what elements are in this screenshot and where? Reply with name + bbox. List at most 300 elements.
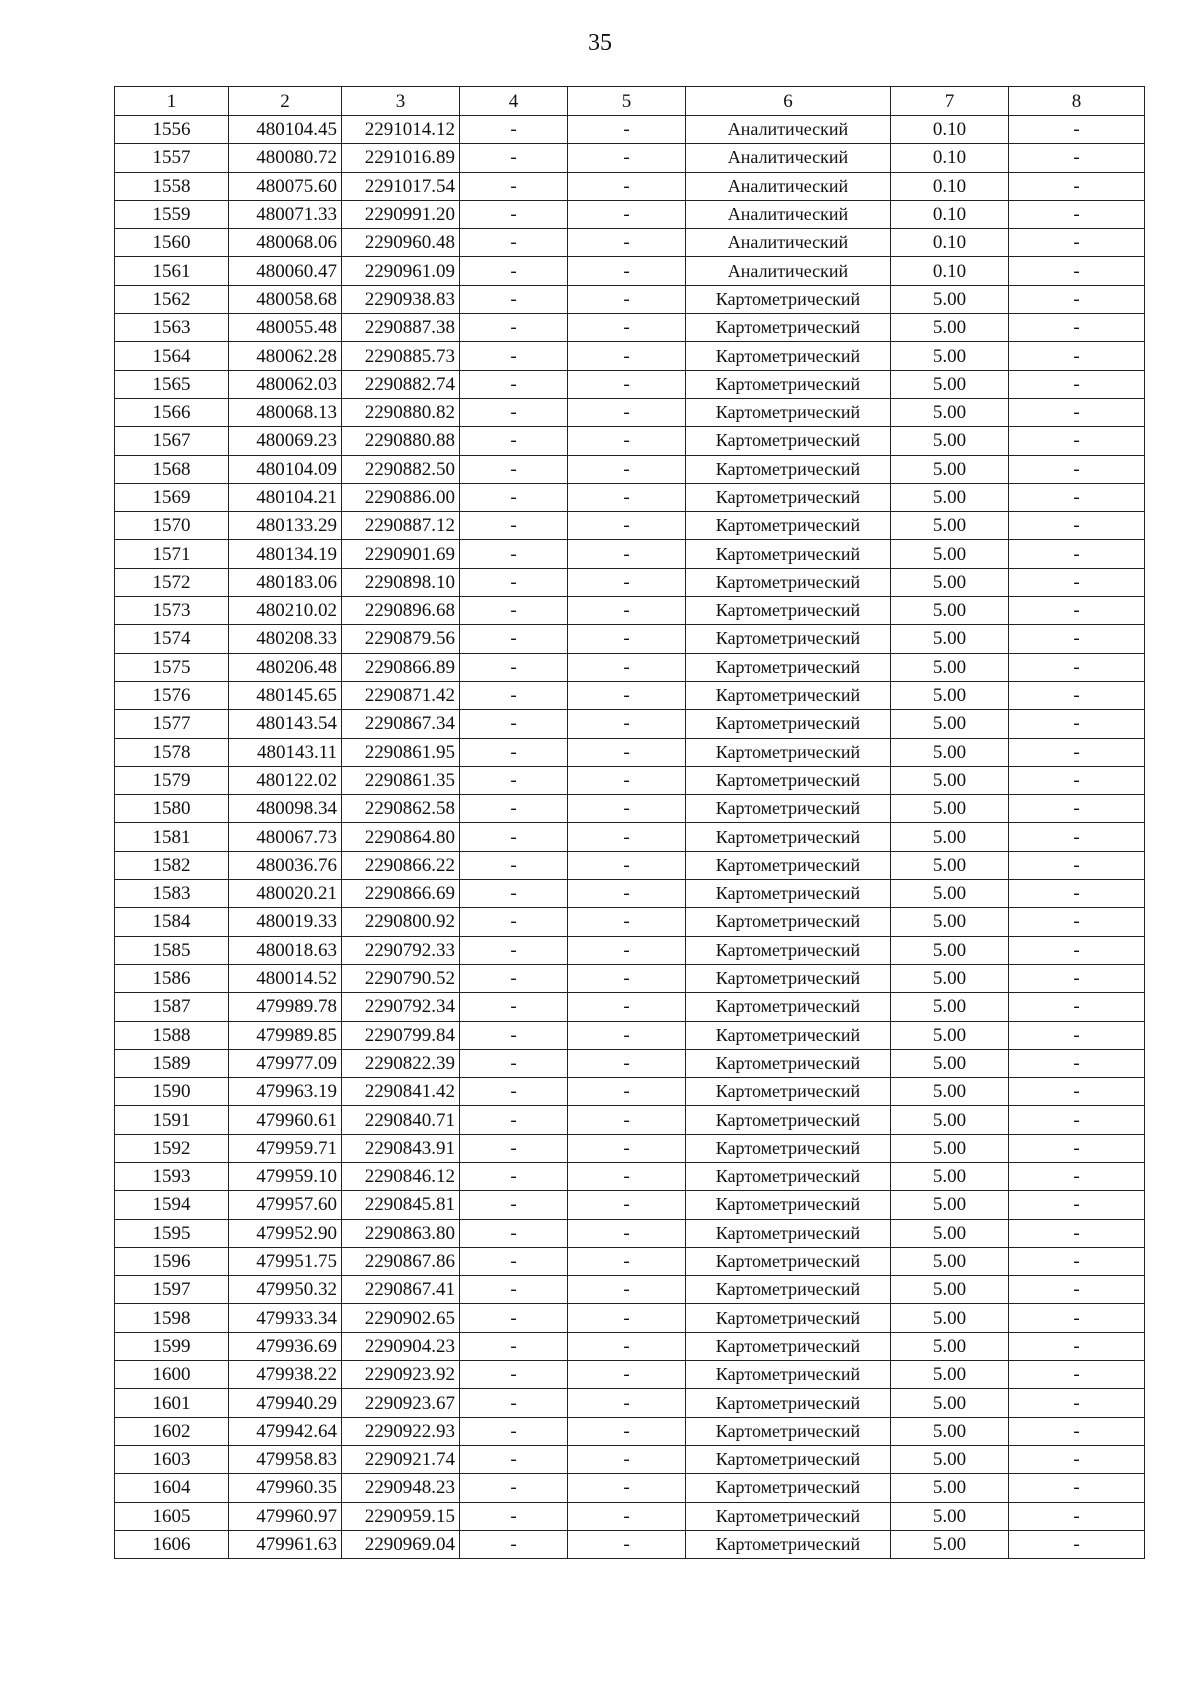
table-cell-col2: 479942.64 [229, 1417, 342, 1445]
page-number: 35 [588, 30, 612, 56]
table-cell-col1: 1563 [115, 314, 229, 342]
table-cell-col2: 479959.10 [229, 1162, 342, 1190]
table-cell-col6: Картометрический [686, 342, 891, 370]
table-cell-col4: - [460, 1078, 568, 1106]
table-cell-col3: 2290961.09 [342, 257, 460, 285]
table-cell-col1: 1558 [115, 172, 229, 200]
table-cell-col1: 1581 [115, 823, 229, 851]
table-cell-col5: - [568, 1191, 686, 1219]
table-cell-col3: 2290867.41 [342, 1276, 460, 1304]
table-cell-col3: 2290879.56 [342, 625, 460, 653]
table-cell-col8: - [1009, 766, 1145, 794]
table-cell-col6: Картометрический [686, 398, 891, 426]
table-cell-col1: 1588 [115, 1021, 229, 1049]
table-row [115, 172, 1145, 200]
table-cell-col1: 1595 [115, 1219, 229, 1247]
table-cell-col8: - [1009, 427, 1145, 455]
table-cell-col8: - [1009, 880, 1145, 908]
table-cell-col4: - [460, 1304, 568, 1332]
table-cell-col5: - [568, 398, 686, 426]
table-cell-col1: 1572 [115, 568, 229, 596]
table-cell-col8: - [1009, 1162, 1145, 1190]
table-cell-col4: - [460, 597, 568, 625]
table-cell-col8: - [1009, 795, 1145, 823]
table-cell-col7: 5.00 [891, 1106, 1009, 1134]
table-cell-col4: - [460, 625, 568, 653]
table-cell-col2: 479952.90 [229, 1219, 342, 1247]
table-cell-col3: 2290800.92 [342, 908, 460, 936]
table-cell-col8: - [1009, 1474, 1145, 1502]
table-cell-col6: Картометрический [686, 1191, 891, 1219]
table-cell-col3: 2290792.34 [342, 993, 460, 1021]
table-cell-col7: 0.10 [891, 172, 1009, 200]
table-cell-col5: - [568, 681, 686, 709]
table-cell-col1: 1564 [115, 342, 229, 370]
table-cell-col2: 480104.21 [229, 483, 342, 511]
table-cell-col4: - [460, 229, 568, 257]
table-cell-col7: 0.10 [891, 257, 1009, 285]
table-cell-col1: 1577 [115, 710, 229, 738]
table-cell-col1: 1565 [115, 370, 229, 398]
table-cell-col3: 2290882.50 [342, 455, 460, 483]
table-cell-col1: 1586 [115, 964, 229, 992]
table-cell-col3: 2290969.04 [342, 1530, 460, 1558]
table-cell-col8: - [1009, 851, 1145, 879]
table-cell-col2: 480206.48 [229, 653, 342, 681]
table-cell-col1: 1600 [115, 1361, 229, 1389]
table-cell-col6: Картометрический [686, 1474, 891, 1502]
table-cell-col1: 1582 [115, 851, 229, 879]
table-cell-col5: - [568, 710, 686, 738]
table-cell-col8: - [1009, 681, 1145, 709]
table-cell-col5: - [568, 1304, 686, 1332]
table-cell-col7: 5.00 [891, 455, 1009, 483]
table-cell-col6: Картометрический [686, 1389, 891, 1417]
table-cell-col6: Картометрический [686, 1247, 891, 1275]
table-cell-col5: - [568, 936, 686, 964]
table-cell-col8: - [1009, 1530, 1145, 1558]
table-cell-col8: - [1009, 1106, 1145, 1134]
table-cell-col5: - [568, 625, 686, 653]
table-cell-col4: - [460, 144, 568, 172]
table-row [115, 936, 1145, 964]
table-cell-col4: - [460, 172, 568, 200]
table-cell-col7: 5.00 [891, 738, 1009, 766]
table-row [115, 568, 1145, 596]
table-cell-col5: - [568, 285, 686, 313]
table-cell-col1: 1567 [115, 427, 229, 455]
table-cell-col3: 2290896.68 [342, 597, 460, 625]
table-cell-col5: - [568, 427, 686, 455]
table-cell-col6: Картометрический [686, 483, 891, 511]
table-cell-col8: - [1009, 370, 1145, 398]
table-cell-col3: 2290887.38 [342, 314, 460, 342]
column-header-2: 2 [229, 87, 342, 116]
table-row [115, 342, 1145, 370]
table-cell-col1: 1606 [115, 1530, 229, 1558]
table-cell-col4: - [460, 1191, 568, 1219]
table-row [115, 993, 1145, 1021]
table-cell-col8: - [1009, 936, 1145, 964]
table-row [115, 1021, 1145, 1049]
table-cell-col2: 480134.19 [229, 540, 342, 568]
table-cell-col4: - [460, 1247, 568, 1275]
table-cell-col7: 5.00 [891, 1361, 1009, 1389]
table-cell-col6: Картометрический [686, 568, 891, 596]
table-cell-col2: 480208.33 [229, 625, 342, 653]
table-cell-col4: - [460, 1219, 568, 1247]
table-cell-col8: - [1009, 229, 1145, 257]
table-row [115, 1361, 1145, 1389]
table-row [115, 200, 1145, 228]
table-cell-col1: 1592 [115, 1134, 229, 1162]
table-cell-col6: Аналитический [686, 144, 891, 172]
table-cell-col2: 480104.09 [229, 455, 342, 483]
table-cell-col4: - [460, 681, 568, 709]
table-cell-col6: Картометрический [686, 795, 891, 823]
table-cell-col8: - [1009, 1502, 1145, 1530]
table-cell-col5: - [568, 370, 686, 398]
table-cell-col4: - [460, 257, 568, 285]
table-cell-col2: 479989.78 [229, 993, 342, 1021]
table-cell-col7: 5.00 [891, 880, 1009, 908]
table-cell-col3: 2290885.73 [342, 342, 460, 370]
table-cell-col1: 1605 [115, 1502, 229, 1530]
table-cell-col6: Картометрический [686, 1021, 891, 1049]
table-cell-col4: - [460, 908, 568, 936]
table-cell-col5: - [568, 172, 686, 200]
table-cell-col4: - [460, 738, 568, 766]
table-cell-col4: - [460, 964, 568, 992]
table-cell-col2: 479989.85 [229, 1021, 342, 1049]
table-cell-col6: Аналитический [686, 172, 891, 200]
table-cell-col3: 2290867.86 [342, 1247, 460, 1275]
table-cell-col4: - [460, 1134, 568, 1162]
table-cell-col2: 480143.54 [229, 710, 342, 738]
table-cell-col4: - [460, 1021, 568, 1049]
table-cell-col5: - [568, 1389, 686, 1417]
table-cell-col2: 480080.72 [229, 144, 342, 172]
table-cell-col3: 2290867.34 [342, 710, 460, 738]
table-cell-col7: 5.00 [891, 625, 1009, 653]
table-cell-col7: 5.00 [891, 710, 1009, 738]
table-row [115, 1049, 1145, 1077]
table-cell-col5: - [568, 455, 686, 483]
table-cell-col5: - [568, 1134, 686, 1162]
table-row [115, 1134, 1145, 1162]
table-cell-col5: - [568, 851, 686, 879]
table-cell-col5: - [568, 1530, 686, 1558]
table-cell-col4: - [460, 427, 568, 455]
table-cell-col7: 5.00 [891, 1445, 1009, 1473]
table-cell-col8: - [1009, 1134, 1145, 1162]
table-cell-col3: 2290822.39 [342, 1049, 460, 1077]
table-cell-col1: 1602 [115, 1417, 229, 1445]
table-cell-col3: 2290880.88 [342, 427, 460, 455]
table-cell-col5: - [568, 342, 686, 370]
table-cell-col8: - [1009, 512, 1145, 540]
table-cell-col5: - [568, 738, 686, 766]
column-header-6: 6 [686, 87, 891, 116]
table-cell-col6: Аналитический [686, 229, 891, 257]
table-cell-col2: 480069.23 [229, 427, 342, 455]
table-row [115, 1389, 1145, 1417]
table-cell-col3: 2290845.81 [342, 1191, 460, 1219]
table-cell-col1: 1594 [115, 1191, 229, 1219]
table-row [115, 738, 1145, 766]
table-cell-col3: 2290904.23 [342, 1332, 460, 1360]
table-cell-col7: 5.00 [891, 1502, 1009, 1530]
table-cell-col7: 5.00 [891, 681, 1009, 709]
table-cell-col2: 479960.61 [229, 1106, 342, 1134]
table-cell-col6: Картометрический [686, 936, 891, 964]
table-cell-col2: 479959.71 [229, 1134, 342, 1162]
table-cell-col3: 2290882.74 [342, 370, 460, 398]
table-cell-col2: 480018.63 [229, 936, 342, 964]
table-cell-col3: 2290960.48 [342, 229, 460, 257]
table-cell-col8: - [1009, 483, 1145, 511]
table-cell-col2: 480020.21 [229, 880, 342, 908]
table-cell-col1: 1590 [115, 1078, 229, 1106]
table-cell-col4: - [460, 540, 568, 568]
table-cell-col4: - [460, 342, 568, 370]
table-cell-col6: Картометрический [686, 1304, 891, 1332]
table-cell-col7: 5.00 [891, 483, 1009, 511]
table-cell-col2: 479951.75 [229, 1247, 342, 1275]
table-cell-col6: Картометрический [686, 597, 891, 625]
table-cell-col2: 480098.34 [229, 795, 342, 823]
table-cell-col4: - [460, 1417, 568, 1445]
table-cell-col5: - [568, 540, 686, 568]
table-cell-col8: - [1009, 597, 1145, 625]
table-cell-col6: Картометрический [686, 681, 891, 709]
table-cell-col5: - [568, 1247, 686, 1275]
table-cell-col7: 5.00 [891, 993, 1009, 1021]
table-cell-col3: 2290991.20 [342, 200, 460, 228]
table-cell-col1: 1584 [115, 908, 229, 936]
table-cell-col2: 479977.09 [229, 1049, 342, 1077]
table-cell-col4: - [460, 1502, 568, 1530]
column-header-4: 4 [460, 87, 568, 116]
table-cell-col1: 1583 [115, 880, 229, 908]
table-cell-col8: - [1009, 568, 1145, 596]
table-row [115, 540, 1145, 568]
coordinates-table [114, 86, 1145, 1559]
table-row [115, 455, 1145, 483]
table-cell-col7: 5.00 [891, 1332, 1009, 1360]
table-cell-col2: 479957.60 [229, 1191, 342, 1219]
table-cell-col8: - [1009, 540, 1145, 568]
table-cell-col6: Картометрический [686, 625, 891, 653]
table-cell-col3: 2290938.83 [342, 285, 460, 313]
table-cell-col4: - [460, 1530, 568, 1558]
table-cell-col7: 5.00 [891, 1162, 1009, 1190]
table-cell-col4: - [460, 795, 568, 823]
table-cell-col3: 2290861.35 [342, 766, 460, 794]
table-cell-col8: - [1009, 144, 1145, 172]
table-cell-col4: - [460, 851, 568, 879]
table-row [115, 370, 1145, 398]
table-cell-col7: 5.00 [891, 398, 1009, 426]
table-cell-col8: - [1009, 993, 1145, 1021]
table-cell-col6: Картометрический [686, 766, 891, 794]
table-cell-col6: Картометрический [686, 1162, 891, 1190]
table-cell-col3: 2290901.69 [342, 540, 460, 568]
table-cell-col5: - [568, 1021, 686, 1049]
table-cell-col1: 1597 [115, 1276, 229, 1304]
table-cell-col3: 2290923.92 [342, 1361, 460, 1389]
table-row [115, 880, 1145, 908]
table-cell-col3: 2290863.80 [342, 1219, 460, 1247]
table-cell-col1: 1559 [115, 200, 229, 228]
table-cell-col2: 479961.63 [229, 1530, 342, 1558]
table-row [115, 1304, 1145, 1332]
table-cell-col1: 1579 [115, 766, 229, 794]
table-cell-col7: 5.00 [891, 795, 1009, 823]
table-cell-col3: 2290866.89 [342, 653, 460, 681]
table-cell-col8: - [1009, 738, 1145, 766]
table-cell-col8: - [1009, 1021, 1145, 1049]
table-cell-col8: - [1009, 342, 1145, 370]
table-cell-col6: Картометрический [686, 455, 891, 483]
table-cell-col6: Аналитический [686, 116, 891, 144]
table-cell-col7: 5.00 [891, 370, 1009, 398]
table-cell-col7: 5.00 [891, 568, 1009, 596]
table-cell-col8: - [1009, 710, 1145, 738]
table-cell-col6: Аналитический [686, 200, 891, 228]
header-row [115, 87, 1145, 116]
table-row [115, 314, 1145, 342]
table-row [115, 144, 1145, 172]
table-cell-col8: - [1009, 1276, 1145, 1304]
table-cell-col5: - [568, 314, 686, 342]
table-cell-col1: 1571 [115, 540, 229, 568]
table-cell-col6: Картометрический [686, 1049, 891, 1077]
table-cell-col6: Картометрический [686, 427, 891, 455]
table-cell-col8: - [1009, 172, 1145, 200]
table-cell-col7: 5.00 [891, 597, 1009, 625]
table-cell-col2: 480014.52 [229, 964, 342, 992]
table-cell-col4: - [460, 116, 568, 144]
table-cell-col3: 2290792.33 [342, 936, 460, 964]
table-cell-col8: - [1009, 398, 1145, 426]
table-cell-col4: - [460, 568, 568, 596]
table-cell-col3: 2290871.42 [342, 681, 460, 709]
table-cell-col2: 480060.47 [229, 257, 342, 285]
table-cell-col5: - [568, 1332, 686, 1360]
table-cell-col1: 1598 [115, 1304, 229, 1332]
table-row [115, 597, 1145, 625]
table-cell-col7: 5.00 [891, 1021, 1009, 1049]
table-cell-col4: - [460, 880, 568, 908]
table-cell-col6: Картометрический [686, 908, 891, 936]
column-header-1: 1 [115, 87, 229, 116]
column-header-8: 8 [1009, 87, 1145, 116]
table-row [115, 257, 1145, 285]
table-cell-col6: Картометрический [686, 1361, 891, 1389]
table-cell-col2: 480055.48 [229, 314, 342, 342]
table-cell-col7: 5.00 [891, 1078, 1009, 1106]
table-cell-col2: 480067.73 [229, 823, 342, 851]
table-cell-col6: Картометрический [686, 314, 891, 342]
table-cell-col7: 5.00 [891, 851, 1009, 879]
table-cell-col7: 5.00 [891, 1049, 1009, 1077]
table-cell-col6: Картометрический [686, 993, 891, 1021]
table-cell-col4: - [460, 1049, 568, 1077]
table-row [115, 1474, 1145, 1502]
table-cell-col1: 1574 [115, 625, 229, 653]
table-cell-col2: 479933.34 [229, 1304, 342, 1332]
table-cell-col7: 5.00 [891, 964, 1009, 992]
table-cell-col5: - [568, 908, 686, 936]
table-cell-col8: - [1009, 200, 1145, 228]
table-cell-col7: 0.10 [891, 144, 1009, 172]
table-row [115, 483, 1145, 511]
table-row [115, 427, 1145, 455]
table-cell-col4: - [460, 1162, 568, 1190]
table-cell-col4: - [460, 314, 568, 342]
table-cell-col8: - [1009, 455, 1145, 483]
table-cell-col7: 5.00 [891, 1134, 1009, 1162]
table-cell-col8: - [1009, 314, 1145, 342]
table-cell-col6: Картометрический [686, 1332, 891, 1360]
table-cell-col6: Картометрический [686, 1078, 891, 1106]
table-cell-col5: - [568, 1106, 686, 1134]
table-cell-col1: 1587 [115, 993, 229, 1021]
table-cell-col3: 2290880.82 [342, 398, 460, 426]
table-cell-col5: - [568, 1361, 686, 1389]
table-row [115, 908, 1145, 936]
table-cell-col2: 479940.29 [229, 1389, 342, 1417]
table-cell-col7: 0.10 [891, 116, 1009, 144]
table-cell-col1: 1560 [115, 229, 229, 257]
table-cell-col2: 479950.32 [229, 1276, 342, 1304]
table-cell-col1: 1589 [115, 1049, 229, 1077]
table-cell-col8: - [1009, 964, 1145, 992]
table-cell-col6: Картометрический [686, 851, 891, 879]
table-cell-col2: 480104.45 [229, 116, 342, 144]
table-cell-col4: - [460, 1445, 568, 1473]
table-row [115, 512, 1145, 540]
table-row [115, 1191, 1145, 1219]
table-row [115, 964, 1145, 992]
table-cell-col2: 479958.83 [229, 1445, 342, 1473]
table-cell-col1: 1570 [115, 512, 229, 540]
table-cell-col2: 480062.28 [229, 342, 342, 370]
table-cell-col8: - [1009, 1332, 1145, 1360]
table-cell-col3: 2290948.23 [342, 1474, 460, 1502]
table-cell-col3: 2290841.42 [342, 1078, 460, 1106]
table-cell-col5: - [568, 795, 686, 823]
table-cell-col5: - [568, 880, 686, 908]
table-cell-col1: 1603 [115, 1445, 229, 1473]
table-cell-col2: 480071.33 [229, 200, 342, 228]
table-cell-col1: 1585 [115, 936, 229, 964]
table-cell-col1: 1568 [115, 455, 229, 483]
table-cell-col3: 2290959.15 [342, 1502, 460, 1530]
table-cell-col4: - [460, 653, 568, 681]
table-row [115, 851, 1145, 879]
table-cell-col6: Картометрический [686, 1530, 891, 1558]
table-cell-col2: 480075.60 [229, 172, 342, 200]
table-cell-col3: 2290923.67 [342, 1389, 460, 1417]
table-cell-col5: - [568, 1078, 686, 1106]
table-cell-col7: 5.00 [891, 1304, 1009, 1332]
table-cell-col7: 5.00 [891, 653, 1009, 681]
table-cell-col4: - [460, 766, 568, 794]
table-cell-col3: 2290864.80 [342, 823, 460, 851]
table-cell-col3: 2290861.95 [342, 738, 460, 766]
